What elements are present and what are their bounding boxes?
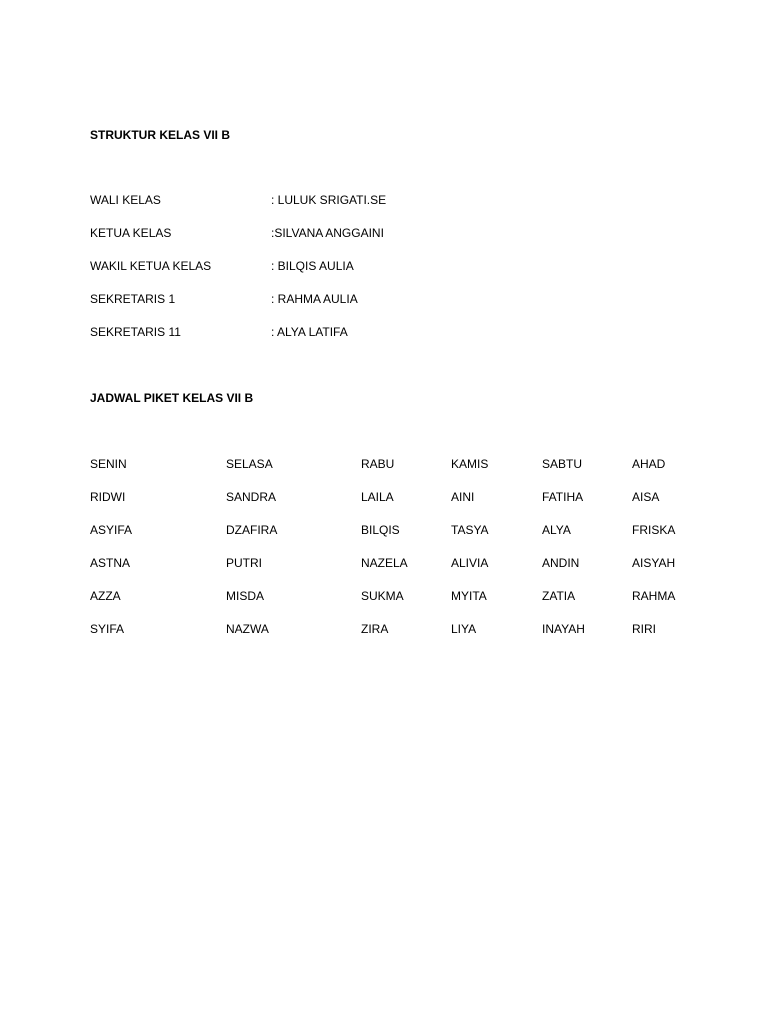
schedule-header-row xyxy=(90,457,730,471)
structure-value: :SILVANA ANGGAINI xyxy=(271,226,384,240)
schedule-header: AHAD xyxy=(632,457,666,471)
structure-label: WALI KELAS xyxy=(90,193,161,207)
schedule-cell: AINI xyxy=(451,490,475,504)
structure-value: : LULUK SRIGATI.SE xyxy=(271,193,387,207)
schedule-cell: RAHMA xyxy=(632,589,676,603)
schedule-cell: ALIVIA xyxy=(451,556,489,570)
structure-label: KETUA KELAS xyxy=(90,226,172,240)
schedule-cell: BILQIS xyxy=(361,523,400,537)
schedule-cell: FATIHA xyxy=(542,490,584,504)
schedule-row xyxy=(90,556,730,570)
schedule-cell: AISA xyxy=(632,490,660,504)
schedule-cell: PUTRI xyxy=(226,556,262,570)
schedule-cell: ANDIN xyxy=(542,556,580,570)
schedule-cell: FRISKA xyxy=(632,523,676,537)
schedule-cell: AZZA xyxy=(90,589,121,603)
schedule-cell: NAZELA xyxy=(361,556,408,570)
schedule-row xyxy=(90,490,730,504)
structure-label: WAKIL KETUA KELAS xyxy=(90,259,212,273)
schedule-cell: INAYAH xyxy=(542,622,585,636)
schedule-cell: NAZWA xyxy=(226,622,269,636)
schedule-cell: ASYIFA xyxy=(90,523,133,537)
schedule-header: SELASA xyxy=(226,457,273,471)
schedule-cell: AISYAH xyxy=(632,556,676,570)
schedule-cell: ALYA xyxy=(542,523,571,537)
schedule-title: JADWAL PIKET KELAS VII B xyxy=(90,391,254,405)
schedule-cell: ZATIA xyxy=(542,589,576,603)
structure-value: : RAHMA AULIA xyxy=(271,292,358,306)
schedule-cell: MYITA xyxy=(451,589,487,603)
structure-title: STRUKTUR KELAS VII B xyxy=(90,128,231,142)
schedule-cell: SYIFA xyxy=(90,622,125,636)
schedule-row xyxy=(90,523,730,537)
structure-value: : ALYA LATIFA xyxy=(271,325,348,339)
schedule-cell: LIYA xyxy=(451,622,477,636)
schedule-cell: ASTNA xyxy=(90,556,131,570)
schedule-header: RABU xyxy=(361,457,395,471)
schedule-cell: SANDRA xyxy=(226,490,277,504)
schedule-cell: SUKMA xyxy=(361,589,404,603)
schedule-header: SABTU xyxy=(542,457,583,471)
schedule-row xyxy=(90,589,730,603)
structure-label: SEKRETARIS 11 xyxy=(90,325,181,339)
schedule-cell: DZAFIRA xyxy=(226,523,278,537)
schedule-cell: TASYA xyxy=(451,523,489,537)
schedule-cell: RIDWI xyxy=(90,490,126,504)
schedule-header: KAMIS xyxy=(451,457,489,471)
schedule-cell: ZIRA xyxy=(361,622,389,636)
structure-label: SEKRETARIS 1 xyxy=(90,292,176,306)
schedule-row xyxy=(90,622,730,636)
schedule-cell: LAILA xyxy=(361,490,394,504)
schedule-header: SENIN xyxy=(90,457,127,471)
structure-value: : BILQIS AULIA xyxy=(271,259,354,273)
schedule-cell: MISDA xyxy=(226,589,265,603)
schedule-cell: RIRI xyxy=(632,622,656,636)
